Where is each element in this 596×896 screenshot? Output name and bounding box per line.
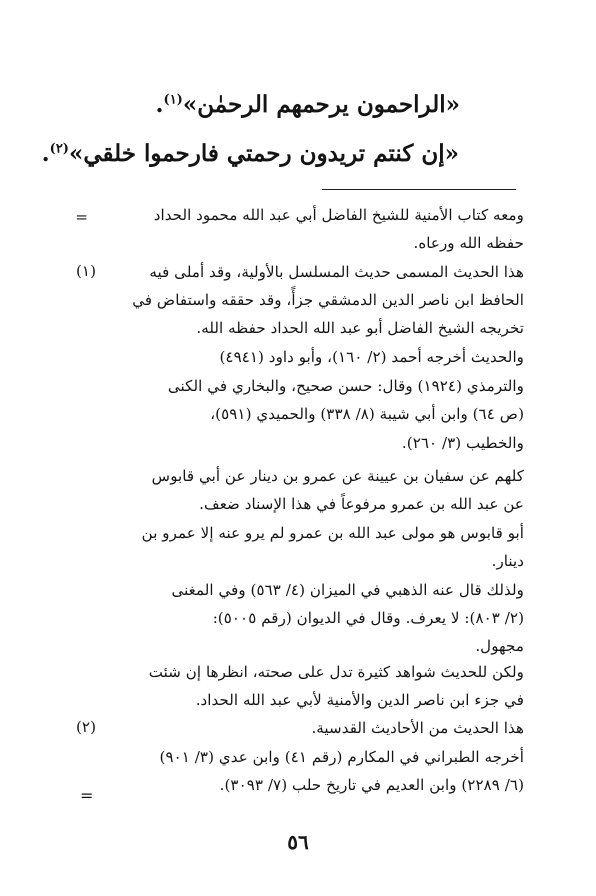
- footnote-1-line: والترمذي (١٩٢٤) وقال: حسن صحيح، والبخاري في الكنى: [167, 377, 524, 395]
- page-number: ٥٦: [287, 830, 309, 854]
- hadith-text-1: «الراحمون يرحمهم الرحمٰن»: [182, 91, 460, 118]
- hadith-end-dot-2: .: [41, 140, 50, 167]
- footnote-1-line: (٢/ ٨٠٣): لا يعرف. وقال في الديوان (رقم ٥٠٠٥):: [212, 609, 524, 627]
- footnote-2-number: (٢): [75, 718, 96, 736]
- footnote-1-line: دينار.: [491, 552, 524, 570]
- footnote-1-line: (ص ٦٤) وابن أبي شيبة (٨/ ٣٣٨) والحميدي (٥٩١)،: [210, 405, 524, 423]
- footnote-1-line: أبو قابوس هو مولى عبد الله بن عمرو لم يرو عنه إلا عمرو بن: [141, 524, 524, 542]
- footnote-2-line: (٦/ ٢٢٨٩) وابن العديم في تاريخ حلب (٧/ ٣٠٩٣).: [219, 776, 524, 794]
- footnote-ref-1: (١): [163, 92, 183, 108]
- continuation-mark: =: [75, 208, 88, 226]
- hadith-line-1: [156, 91, 460, 118]
- hadith-text-2: «إن كنتم تريدون رحمتي فارحموا خلقي»: [68, 140, 459, 167]
- footnote-1-line: والحديث أخرجه أحمد (٢/ ١٦٠)، وأبو داود (٤٩٤١): [219, 348, 524, 366]
- footnote-1-number: (١): [75, 262, 96, 280]
- footnote-cont-line: ومعه كتاب الأمنية للشيخ الفاضل أبي عبد الله محمود الحداد: [153, 206, 524, 224]
- footnote-1-line: هذا الحديث المسمى حديث المسلسل بالأولية، وقد أملى فيه: [149, 263, 524, 281]
- footnote-1-line: والخطيب (٣/ ٢٦٠).: [401, 434, 524, 452]
- footnote-2-line: هذا الحديث من الأحاديث القدسية.: [311, 719, 524, 737]
- footnote-1-line: الحافظ ابن ناصر الدين الدمشقي جزأً، وقد حققه واستفاض في: [132, 291, 524, 309]
- footnote-1-line: مجهول.: [475, 637, 524, 655]
- footnote-1-line: كلهم عن سفيان بن عيينة عن عمرو بن دينار عن أبي قابوس: [151, 467, 524, 485]
- footnote-cont-line: حفظه الله ورعاه.: [413, 234, 524, 252]
- footnote-ref-2: (٢): [49, 141, 69, 157]
- footnote-1-line: ولكن للحديث شواهد كثيرة تدل على صحته، انظرها إن شئت: [148, 663, 524, 681]
- continuation-end-mark: =: [80, 786, 94, 805]
- hadith-end-dot-1: .: [155, 91, 164, 118]
- footnote-2-line: أخرجه الطبراني في المكارم (رقم ٤١) وابن عدي (٣/ ٩٠١): [159, 748, 524, 766]
- footnote-separator: [322, 189, 516, 190]
- footnote-1-line: تخريجه الشيخ الفاضل أبو عبد الله الحداد حفظه الله.: [196, 319, 524, 337]
- footnote-1-line: ولذلك قال عنه الذهبي في الميزان (٤/ ٥٦٣) وفي المغنى: [171, 581, 524, 599]
- footnote-1-line: في جزء ابن ناصر الدين والأمنية لأبي عبد الله الحداد.: [195, 691, 524, 709]
- hadith-line-2: [42, 140, 459, 167]
- footnote-1-line: عن عبد الله بن عمرو مرفوعاً في هذا الإسناد ضعف.: [199, 495, 524, 513]
